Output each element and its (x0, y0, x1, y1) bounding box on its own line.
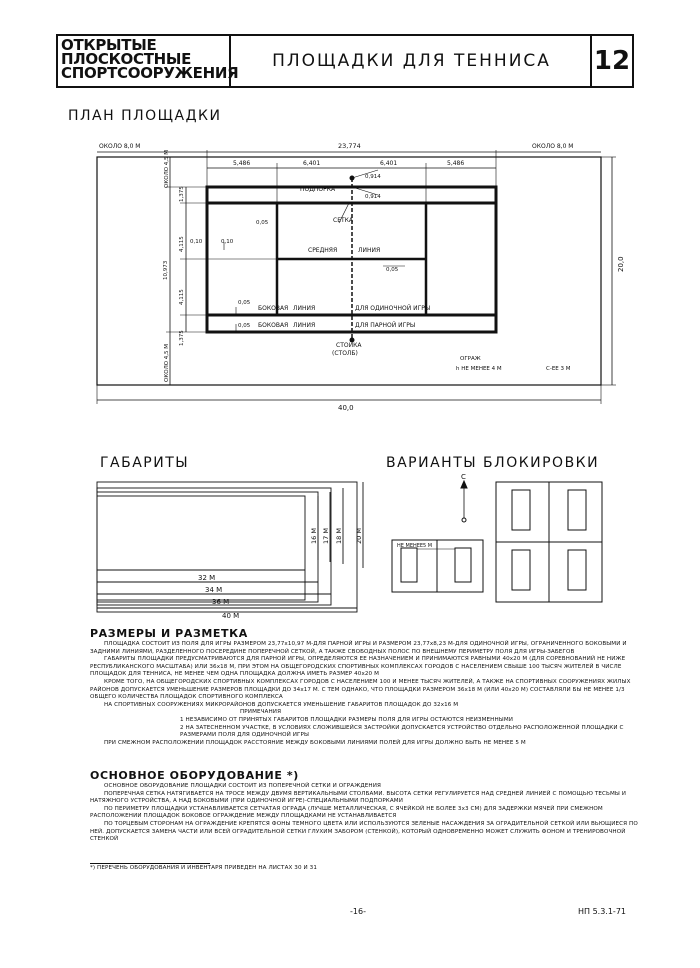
note: 1 НЕЗАВИСИМО ОТ ПРИНЯТЫХ ГАБАРИТОВ ПЛОЩАДКИ РАЗМЕРЫ ПОЛЯ ДЛЯ ИГРЫ ОСТАЮТСЯ НЕИЗМЕННЫМИ (180, 716, 514, 723)
label-not-less: НЕ МЕНЕЕ (397, 543, 424, 549)
dim-005: 0,05 (256, 220, 269, 226)
sheet-title: ПЛОЩАДКИ ДЛЯ ТЕННИСА (272, 51, 551, 71)
dim-left-top: ОКОЛО 4,5 М (164, 149, 170, 188)
paragraph: НА СПОРТИВНЫХ СООРУЖЕНИЯХ МИКРОРАЙОНОВ ДОПУСКАЕТСЯ УМЕНЬШЕНИЕ ГАБАРИТОВ ПЛОЩАДОК ДО 32х16 М (104, 701, 459, 708)
width-34: 34 М (205, 586, 223, 594)
label-fence: h НЕ МЕНЕЕ 4 М (456, 366, 502, 372)
dim-left-total: 10,973 (163, 260, 169, 280)
dim-top-total: 23,774 (338, 142, 361, 150)
dim-005: 0,05 (238, 300, 251, 306)
dim-seg: 5,486 (233, 160, 251, 167)
block-variants-title: ВАРИАНТЫ БЛОКИРОВКИ (386, 455, 600, 471)
block-variants-drawing (380, 470, 620, 630)
footnote: *) ПЕРЕЧЕНЬ ОБОРУДОВАНИЯ И ИНВЕНТАРЯ ПРИВЕДЕН НА ЛИСТАХ 30 И 31 (90, 865, 317, 871)
series-line: ПЛОСКОСТНЫЕ (61, 50, 192, 68)
note: 2 НА ЗАТЕСНЕННОМ УЧАСТКЕ, В УСЛОВИЯХ СЛОЖИВШЕЙСЯ ЗАСТРОЙКИ ДОПУСКАЕТСЯ УСТРОЙСТВО ОТДЕЛЬНО РАСПОЛОЖЕННОЙ ПЛОЩАДКИ С РАЗМЕРАМИ ПОЛЯ ДЛЯ ОДИНОЧНОЙ ИГРЫ (180, 724, 624, 739)
plan-title: ПЛАН ПЛОЩАДКИ (68, 108, 222, 124)
height-18: 18 М (335, 528, 343, 544)
size-32x16 (97, 496, 305, 600)
paragraph: ПО ПЕРИМЕТРУ ПЛОЩАДКИ УСТАНАВЛИВАЕТСЯ СЕТЧАТАЯ ОГРАДА (ЛУЧШЕ МЕТАЛЛИЧЕСКАЯ, С ЯЧЕЙКОЙ НЕ БОЛЕЕ 3х3 СМ) ДЛЯ ЗАДЕРЖКИ МЯЧЕЙ ПРИ СМЕЖНОМ РАСПОЛОЖЕНИИ ПЛОЩАДОК БОКОВОЕ ОГРАЖДЕНИЕ МЕЖДУ ПЛОЩАДКАМИ НЕ УСТАНАВЛИВАЕТСЯ (90, 805, 603, 820)
series-line: СПОРТСООРУЖЕНИЯ (61, 64, 239, 82)
dim-005: 0,05 (238, 323, 251, 329)
dim-left: 1,375 (179, 186, 185, 202)
width-40: 40 М (222, 612, 240, 620)
paragraph: ПО ТОРЦЕВЫМ СТОРОНАМ НА ОГРАЖДЕНИЕ КРЕПЯТСЯ ФОНЫ ТЕМНОГО ЦВЕТА ИЛИ ИСПОЛЬЗУЮТСЯ ЗЕЛЕНЫЕ НАСАЖДЕНИЯ ЗА ОГРАДИТЕЛЬНОЙ СЕТКОЙ ИЛИ ВЬЮЩИЕСЯ ПО НЕЙ. ДОПУСКАЕТСЯ ЗАМЕНА ЧАСТИ ИЛИ ВСЕЙ ОГРАДИТЕЛЬНОЙ СЕТКИ ГЛУХИМ ЗАБОРОМ (СТЕНКОЙ), КОТОРЫЙ ОДНОВРЕМЕННО МОЖЕТ СЛУЖИТЬ ФОНОМ И ТРЕНИРОВОЧНОЙ СТЕНКОЙ (90, 820, 638, 843)
label-doubles-sideline: БОКОВАЯ (258, 322, 289, 329)
width-36: 36 М (212, 598, 230, 606)
dim-bottom: 40,0 (338, 404, 354, 412)
paragraph: ГАБАРИТЫ ПЛОЩАДКИ ПРЕДУСМАТРИВАЮТСЯ ДЛЯ ПАРНОЙ ИГРЫ, ОПРЕДЕЛЯЮТСЯ ЕЕ НАЗНАЧЕНИЕМ И ПРИНИМАЮТСЯ РАВНЫМИ 40х20 М (ДЛЯ СОРЕВНОВАНИЙ НЕ НИЖЕ РЕСПУБЛИКАНСКОГО МАСШТАБА) ИЛИ 36х18 М, ПРИ ЭТОМ НА ОБЩЕГОРОДСКИХ СПОРТИВНЫХ КОМПЛЕКСАХ ГОРОДОВ С НАСЕЛЕНИЕМ СВЫШЕ 100 ТЫСЯЧ ЖИТЕЛЕЙ В ЧИСЛЕ ПЛОЩАДОК ДЛЯ ТЕННИСА, НЕ МЕНЕЕ ЧЕМ ОДНА ПЛОЩАДКА ДОЛЖНА ИМЕТЬ РАЗМЕР 40х20 М (90, 656, 626, 678)
dim-seg: 6,401 (380, 160, 398, 167)
dim-010: 0,10 (221, 239, 234, 245)
label-podporka: ПОДПОРКА (300, 186, 336, 193)
paragraph: ПОПЕРЕЧНАЯ СЕТКА НАТЯГИВАЕТСЯ НА ТРОСЕ МЕЖДУ ДВУМЯ ВЕРТИКАЛЬНЫМИ СТОЛБАМИ. ВЫСОТА СЕТКИ РЕГУЛИРУЕТСЯ НАД СРЕДНЕЙ ЛИНИЕЙ С ПОМОЩЬЮ ТЕСЬМЫ И НАТЯЖНОГО УСТРОЙСТВА, А НАД БОКОВЫМИ (ПРИ ОДИНОЧНОЙ ИГРЕ)-СПЕЦИАЛЬНЫМИ ПОДПОРКАМИ (90, 790, 627, 805)
label-5m: 5 М (423, 543, 433, 549)
height-16: 16 М (310, 528, 318, 544)
label-post: (СТОЛБ) (332, 350, 358, 357)
label-fence: ОГРАЖ (460, 356, 481, 362)
sheet-number: 12 (590, 36, 632, 86)
footnote-divider (90, 863, 210, 864)
dim-right: 20,0 (617, 256, 625, 272)
dim-010: 0,10 (190, 239, 203, 245)
label-center-line: ЛИНИЯ (358, 247, 381, 254)
label-setka: СЕТКА (333, 217, 354, 224)
document-code: НП 5.3.1-71 (578, 907, 626, 916)
notes-heading: ПРИМЕЧАНИЯ (240, 709, 282, 716)
label-doubles-sideline: ЛИНИЯ (293, 322, 316, 329)
dim-left: 4,115 (179, 289, 185, 305)
equipment-section-title: ОСНОВНОЕ ОБОРУДОВАНИЕ *) (90, 769, 299, 782)
height-20: 20 М (355, 528, 363, 544)
width-32: 32 М (198, 574, 216, 582)
dim-0914: 0,914 (365, 174, 381, 180)
dim-top-left: ОКОЛО 8,0 М (99, 143, 141, 150)
label-singles-sideline: ЛИНИЯ (293, 305, 316, 312)
dim-left: 1,375 (179, 330, 185, 346)
dim-top-right: ОКОЛО 8,0 М (532, 143, 574, 150)
sizes-section-title: РАЗМЕРЫ И РАЗМЕТКА (90, 627, 248, 640)
label-center-line: СРЕДНЯЯ (308, 247, 338, 254)
equipment-section-body (90, 783, 638, 844)
dim-005: 0,05 (386, 267, 399, 273)
dim-left-bottom: ОКОЛО 4,5 М (164, 343, 170, 382)
dim-seg: 6,401 (303, 160, 321, 167)
gabarity-title: ГАБАРИТЫ (100, 455, 190, 471)
paragraph: ПЛОЩАДКА СОСТОИТ ИЗ ПОЛЯ ДЛЯ ИГРЫ РАЗМЕРОМ 23,77х10,97 М-ДЛЯ ПАРНОЙ ИГРЫ И РАЗМЕРОМ 23,77х8,23 М-ДЛЯ ОДИНОЧНОЙ ИГРЫ, ОГРАНИЧЕННОГО БОКОВЫМИ И ЗАДНИМИ ЛИНИЯМИ, РАЗДЕЛЕННОГО ПОСЕРЕДИНЕ ПОПЕРЕЧНОЙ СЕТКОЙ, А ТАКЖЕ СВОБОДНЫХ ПОЛОС ПО ВНЕШНЕМУ ПЕРИМЕТРУ ПОЛЯ ДЛЯ ИГРЫ-ЗАБЕГОВ (90, 641, 627, 655)
label-singles-sideline: ДЛЯ ОДИНОЧНОЙ ИГРЫ (355, 305, 431, 312)
height-17: 17 М (322, 528, 330, 544)
dim-0914: 0,914 (365, 194, 381, 200)
paragraph: ПРИ СМЕЖНОМ РАСПОЛОЖЕНИИ ПЛОЩАДОК РАССТОЯНИЕ МЕЖДУ БОКОВЫМИ ЛИНИЯМИ ПОЛЕЙ ДЛЯ ИГРЫ ДОЛЖНО БЫТЬ НЕ МЕНЕЕ 5 М (104, 739, 526, 746)
paragraph: ОСНОВНОЕ ОБОРУДОВАНИЕ ПЛОЩАДКИ СОСТОИТ ИЗ ПОПЕРЕЧНОЙ СЕТКИ И ОГРАЖДЕНИЯ (104, 783, 382, 789)
sizes-section-body (90, 641, 638, 747)
paragraph: КРОМЕ ТОГО, НА ОБЩЕГОРОДСКИХ СПОРТИВНЫХ КОМПЛЕКСАХ ГОРОДОВ С НАСЕЛЕНИЕМ 100 И МЕНЕЕ ТЫСЯЧ ЖИТЕЛЕЙ, А ТАКЖЕ НА СПОРТИВНЫХ СООРУЖЕНИЯХ ЖИЛЫХ РАЙОНОВ ДОПУСКАЕТСЯ УМЕНЬШЕНИЕ РАЗМЕРОВ ПЛОЩАДКИ ДО 34х17 М. С ТЕМ ОДНАКО, ЧТО ПЛОЩАДКИ РАЗМЕРОМ 36х18 М (ИЛИ 40х20 М) СОСТАВЛЯЛИ БЫ НЕ МЕНЕЕ 1/3 ОБЩЕГО КОЛИЧЕСТВА ПЛОЩАДОК СПОРТИВНОГО КОМПЛЕКСА (90, 678, 631, 701)
dim-seg: 5,486 (447, 160, 465, 167)
court-plan-drawing (0, 0, 700, 460)
north-label: С (461, 473, 466, 481)
dim-left: 4,115 (179, 236, 185, 252)
series-line: ОТКРЫТЫЕ (61, 36, 157, 54)
label-doubles-sideline: ДЛЯ ПАРНОЙ ИГРЫ (355, 322, 416, 329)
label-fence: С-ЕЕ 3 М (546, 366, 571, 372)
gabarity-drawing (0, 470, 380, 620)
page-number: -16- (350, 907, 366, 916)
label-singles-sideline: БОКОВАЯ (258, 305, 289, 312)
label-post: СТОЙКА (336, 342, 362, 349)
